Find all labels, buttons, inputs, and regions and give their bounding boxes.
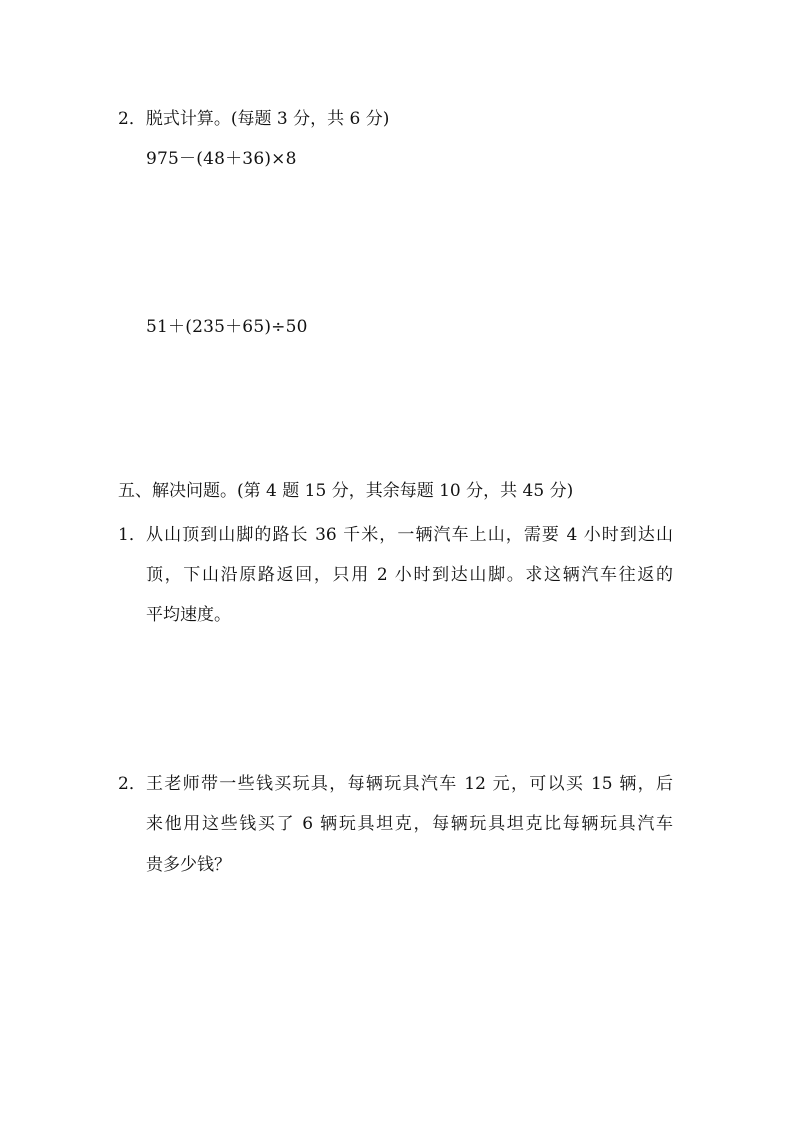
expression-2: 51＋(235＋65)÷50 xyxy=(146,317,308,337)
question-title: 脱式计算。(每题 3 分，共 6 分) xyxy=(145,109,390,129)
question-number: 2． xyxy=(118,109,146,129)
question-text-line: 平均速度。 xyxy=(146,605,231,625)
question-text-line: 来他用这些钱买了 6 辆玩具坦克，每辆玩具坦克比每辆玩具汽车 xyxy=(146,814,673,834)
question-text-line: 王老师带一些钱买玩具，每辆玩具汽车 12 元，可以买 15 辆，后 xyxy=(146,774,673,794)
question-number: 2． xyxy=(118,774,146,794)
expression-1: 975－(48＋36)×8 xyxy=(146,149,297,169)
question-text-line: 从山顶到山脚的路长 36 千米，一辆汽车上山，需要 4 小时到达山 xyxy=(146,525,673,545)
question-text-line: 顶，下山沿原路返回，只用 2 小时到达山脚。求这辆汽车往返的 xyxy=(146,565,673,585)
calc-question xyxy=(118,107,389,131)
question-text-line: 贵多少钱？ xyxy=(146,855,231,875)
question-number: 1． xyxy=(118,525,146,545)
section-header: 五、解决问题。(第 4 题 15 分，其余每题 10 分，共 45 分) xyxy=(118,481,574,501)
